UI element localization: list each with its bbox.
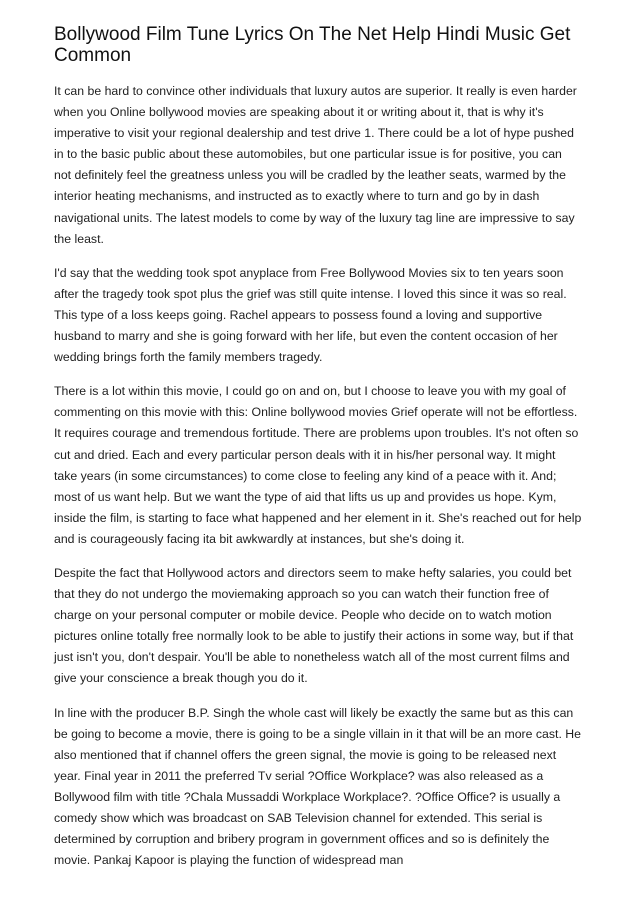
- paragraph-2: I'd say that the wedding took spot anyplace from Free Bollywood Movies six to ten years soon after the tragedy took spot plus the grief was still quite intense. I loved this since it was so real. This type of a loss keeps going. Rachel appears to possess found a loving and supportive husband to marry and she is going forward with her life, but even the content occasion of her wedding brings forth the family members tragedy.: [54, 265, 567, 365]
- page-title: Bollywood Film Tune Lyrics On The Net Help Hindi Music Get Common: [54, 24, 571, 66]
- paragraph-1: It can be hard to convince other individuals that luxury autos are superior. It really is even harder when you Online bollywood movies are speaking about it or writing about it, that is why it's imperative to visit your regional dealership and test drive 1. There could be a lot of hype pushed in to the basic public about these automobiles, but one particular issue is for positive, you can not definitely feel the greatness unless you will be cradled by the leather seats, warmed by the interior heating mechanisms, and instructed as to exactly where to turn and go by in dash navigational units. The latest models to come by way of the luxury tag line are impressive to say the least.: [54, 84, 577, 246]
- paragraph-3: There is a lot within this movie, I could go on and on, but I choose to leave you with my goal of commenting on this movie with this: Online bollywood movies Grief operate will not be effortless. It requires courage and tremendous fortitude. There are problems upon troubles. It's not often so cut and dried. Each and every particular person deals with it in his/her personal way. It might take years (in some circumstances) to come close to feeling any kind of a peace with it. And; most of us want help. But we want the type of aid that lifts us up and provides us hope. Kym, inside the film, is starting to face what happened and her element in it. She's reached out for help and is courageously facing ita bit awkwardly at instances, but she's doing it.: [54, 384, 582, 546]
- document-page: [54, 24, 582, 884]
- paragraph-4: Despite the fact that Hollywood actors and directors seem to make hefty salaries, you could bet that they do not undergo the moviemaking approach so you can watch their function free of charge on your personal computer or mobile device. People who decide on to watch motion pictures online totally free normally look to be able to justify their actions in some way, but if that just isn't you, don't despair. You'll be able to nonetheless watch all of the most current films and give your conscience a break though you do it.: [54, 565, 574, 686]
- paragraph-5: In line with the producer B.P. Singh the whole cast will likely be exactly the same but as this can be going to become a movie, there is going to be a single villain in it that will be an more cast. He also mentioned that if channel offers the green signal, the movie is going to be released next year. Final year in 2011 the preferred Tv serial ?Office Workplace? was also released as a Bollywood film with title ?Chala Mussaddi Workplace Workplace?. ?Office Office? is usually a comedy show which was broadcast on SAB Television channel for extended. This serial is determined by corruption and bribery program in government offices and so is definitely the movie. Pankaj Kapoor is playing the function of widespread man: [54, 705, 582, 868]
